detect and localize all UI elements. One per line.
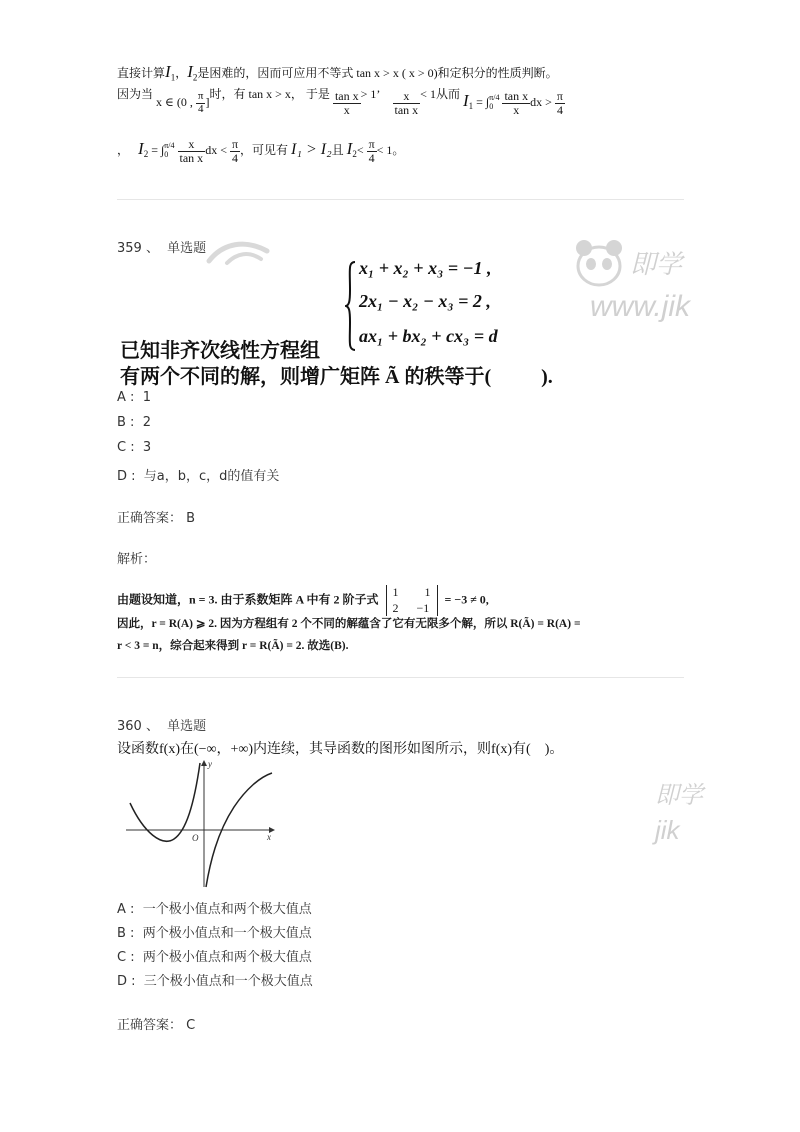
question-header bbox=[117, 237, 206, 256]
question-stem-line-1: 已知非齐次线性方程组 bbox=[120, 340, 320, 362]
derivative-graph bbox=[122, 755, 282, 890]
text: 从而 bbox=[435, 86, 460, 101]
watermark bbox=[572, 236, 691, 356]
watermark-text: 即学 bbox=[630, 249, 683, 279]
integral-sign: = ∫ bbox=[151, 142, 165, 157]
option-c[interactable]: C : 两个极小值点和两个极大值点 bbox=[117, 950, 312, 965]
numerator: π bbox=[197, 90, 204, 103]
divider bbox=[117, 199, 684, 200]
numerator: π bbox=[368, 137, 375, 151]
subscript: 1 bbox=[468, 101, 474, 112]
swoosh-icon bbox=[205, 237, 275, 267]
left-curve bbox=[130, 763, 200, 841]
option-key: A bbox=[117, 390, 126, 405]
upper-limit: π/4 bbox=[164, 141, 175, 151]
watermark-text: 即学 bbox=[655, 782, 703, 809]
option-key: D bbox=[117, 974, 128, 989]
upper-limit: π/4 bbox=[489, 93, 500, 103]
prev-solution-line-3 bbox=[117, 138, 404, 164]
text: 直接计算 bbox=[117, 66, 166, 80]
subscript: 2 bbox=[192, 72, 198, 83]
option-b[interactable]: B : 两个极小值点和一个极大值点 bbox=[117, 926, 312, 941]
denominator: x bbox=[513, 102, 520, 117]
numerator: tan x bbox=[334, 89, 359, 103]
option-d[interactable]: D : 三个极小值点和一个极大值点 bbox=[117, 974, 313, 989]
panda-icon bbox=[574, 238, 626, 288]
i2-symbol: I bbox=[346, 138, 353, 158]
det-cell: 2 bbox=[392, 600, 399, 615]
equation-1: x₁ + x₂ + x₃ = −1 , bbox=[359, 258, 492, 278]
text: 时，有 bbox=[209, 86, 246, 101]
i2-symbol: I bbox=[187, 62, 193, 81]
answer-value: B bbox=[186, 511, 196, 526]
text: = −3 ≠ 0, bbox=[444, 592, 489, 607]
axis-label-x: x bbox=[267, 832, 271, 842]
origin-label: O bbox=[192, 833, 199, 843]
denominator: x bbox=[343, 102, 350, 117]
denominator: 4 bbox=[232, 150, 238, 165]
differential: dx > bbox=[530, 94, 552, 109]
relation: < bbox=[356, 142, 364, 157]
option-a[interactable]: A : 一个极小值点和两个极大值点 bbox=[117, 902, 312, 917]
separator: 、 bbox=[145, 241, 159, 256]
text: 且 bbox=[331, 142, 344, 157]
fraction bbox=[393, 90, 421, 116]
question-number: 359 bbox=[117, 241, 142, 256]
question-stem-line-2 bbox=[120, 360, 553, 389]
option-c[interactable]: C : 3 bbox=[117, 440, 152, 455]
correct-answer bbox=[117, 1014, 195, 1033]
axis-label-y: y bbox=[208, 759, 212, 769]
interval: x ∈ (0 , bbox=[156, 94, 193, 109]
option-text: 1 bbox=[142, 390, 151, 405]
det-cell: 1 bbox=[424, 585, 431, 599]
analysis-block bbox=[117, 575, 687, 657]
lower-limit: 0 bbox=[164, 150, 169, 160]
option-text: 一个极小值点和两个极大值点 bbox=[142, 902, 312, 917]
relation: < 1 bbox=[420, 86, 436, 101]
i2-symbol: I bbox=[138, 138, 144, 158]
equation-system bbox=[345, 258, 545, 358]
numerator: x bbox=[178, 138, 206, 152]
i1-symbol: I bbox=[462, 90, 469, 110]
question-type: 单选题 bbox=[167, 719, 207, 734]
relation: I₁ > I₂ bbox=[291, 140, 332, 158]
divider bbox=[117, 677, 684, 678]
integral-sign: = ∫ bbox=[476, 94, 490, 109]
i1-symbol: I bbox=[165, 62, 171, 81]
det-cell: −1 bbox=[416, 600, 430, 615]
fraction bbox=[230, 138, 240, 164]
text: ). bbox=[541, 366, 553, 388]
correct-answer bbox=[117, 507, 195, 526]
denominator: 4 bbox=[556, 102, 563, 117]
denominator: tan x bbox=[394, 102, 419, 117]
subscript: 2 bbox=[352, 149, 357, 160]
answer-value: C bbox=[186, 1018, 196, 1033]
text: ，可见有 bbox=[240, 142, 289, 157]
numerator: x bbox=[393, 90, 421, 104]
option-text: 2 bbox=[142, 415, 151, 430]
text: 因为当 bbox=[117, 86, 154, 101]
option-text: 三个极小值点和一个极大值点 bbox=[143, 974, 313, 989]
question-header bbox=[117, 715, 206, 734]
text: 是困难的，因而可应用不等式 bbox=[197, 66, 354, 80]
analysis-line-1 bbox=[117, 585, 489, 616]
option-key: C bbox=[117, 950, 127, 965]
analysis-label: 解析： bbox=[117, 552, 157, 567]
option-text: 两个极小值点和一个极大值点 bbox=[142, 926, 312, 941]
fraction bbox=[502, 90, 530, 116]
fraction bbox=[555, 90, 565, 116]
subscript: 1 bbox=[170, 72, 176, 83]
analysis-line-3: r < 3 = n，综合起来得到 r = R(Ã) = 2. 故选(B). bbox=[117, 640, 349, 652]
inequality: tan x > x ( x > 0) bbox=[356, 66, 438, 80]
separator: 、 bbox=[145, 719, 159, 734]
subscript: 2 bbox=[143, 149, 149, 160]
differential: dx < bbox=[205, 142, 227, 157]
fraction bbox=[367, 138, 377, 164]
text: ， bbox=[175, 66, 188, 80]
option-key: A bbox=[117, 902, 126, 917]
watermark-url: www.jik bbox=[590, 290, 691, 323]
option-a[interactable]: A : 1 bbox=[117, 390, 151, 405]
option-key: B bbox=[117, 415, 126, 430]
prev-solution-line-1 bbox=[117, 62, 558, 82]
relation: < 1。 bbox=[376, 142, 405, 157]
equation-2: 2x₁ − x₂ − x₃ = 2 , bbox=[359, 291, 491, 311]
text: ， bbox=[117, 142, 130, 157]
integral-limits bbox=[489, 94, 499, 112]
fraction bbox=[178, 138, 206, 164]
option-b[interactable]: B : 2 bbox=[117, 415, 151, 430]
numerator: tan x bbox=[504, 89, 529, 103]
lower-limit: 0 bbox=[489, 102, 494, 112]
option-text: 3 bbox=[142, 440, 152, 455]
relation: > 1’ bbox=[360, 86, 380, 101]
answer-label: 正确答案： bbox=[117, 511, 183, 526]
text: 于是 bbox=[305, 86, 330, 101]
option-text: 与a，b，c，d的值有关 bbox=[143, 469, 280, 484]
equation-3: ax₁ + bx₂ + cx₃ = d bbox=[359, 326, 498, 346]
denominator: tan x bbox=[179, 150, 204, 165]
option-key: C bbox=[117, 440, 127, 455]
brace-icon bbox=[345, 260, 357, 352]
text: 和定积分的性质判断。 bbox=[437, 66, 558, 80]
prev-solution bbox=[117, 58, 687, 188]
answer-label: 正确答案： bbox=[117, 1018, 183, 1033]
option-d[interactable]: D : 与a，b，c，d的值有关 bbox=[117, 469, 280, 484]
text: 由题设知道，n = 3. 由于系数矩阵 A 中有 2 阶子式 bbox=[117, 592, 379, 607]
determinant bbox=[386, 585, 438, 616]
fraction bbox=[333, 90, 361, 116]
prev-solution-line-2 bbox=[117, 86, 565, 117]
inequality: tan x > x， bbox=[248, 86, 303, 101]
option-key: D bbox=[117, 469, 128, 484]
option-text: 两个极小值点和两个极大值点 bbox=[142, 950, 312, 965]
denominator: 4 bbox=[368, 150, 375, 165]
question-number: 360 bbox=[117, 719, 142, 734]
numerator: π bbox=[556, 89, 563, 103]
question-type: 单选题 bbox=[167, 241, 207, 256]
det-cell: 1 bbox=[392, 585, 399, 599]
numerator: π bbox=[231, 137, 239, 151]
question-stem: 设函数f(x)在(−∞，+∞)内连续，其导函数的图形如图所示，则f(x)有( )。 bbox=[117, 742, 564, 757]
watermark-url: jik bbox=[655, 815, 680, 845]
option-key: B bbox=[117, 926, 126, 941]
text: 有两个不同的解，则增广矩阵 Ã 的秩等于( bbox=[120, 366, 492, 388]
bracket: ] bbox=[205, 94, 210, 109]
analysis-line-2: 因此，r = R(A) ⩾ 2. 因为方程组有 2 个不同的解蕴含了它有无限多个解，所以 R(Ã) = R(A) = bbox=[117, 618, 581, 630]
denominator: 4 bbox=[197, 102, 204, 115]
integral-limits bbox=[164, 142, 174, 160]
